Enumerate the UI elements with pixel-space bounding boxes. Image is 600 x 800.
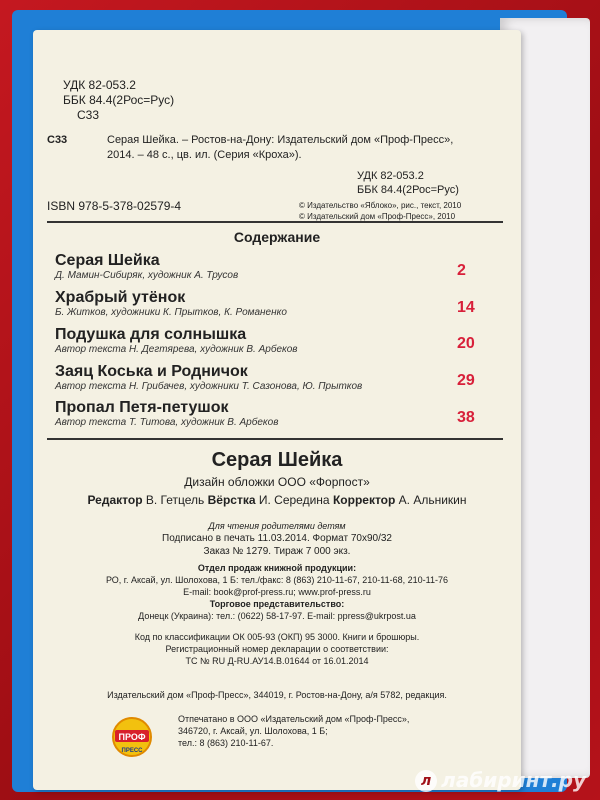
udk-right: УДК 82-053.2 [357,170,424,182]
sales-address: РО, г. Аксай, ул. Шолохова, 1 Б: тел./факс: 8 (863) 210-11-67, 210-11-68, 210-11-76 [106,575,448,585]
trade-heading: Торговое представительство: [209,599,345,609]
labirint-icon: л [415,770,437,792]
ref-code: С33 [47,134,68,146]
printed-2: 346720, г. Аксай, ул. Шолохова, 1 Б; [178,726,328,736]
publisher-address: Издательский дом «Проф-Пресс», 344019, г. Ростов-на-Дону, а/я 5782, редакция. [107,690,447,700]
toc-item-page: 20 [457,335,475,352]
layout-label: Вёрстка [207,493,256,507]
toc-item-authors: Автор текста Н. Грибачев, художники Т. Сазонова, Ю. Прытков [55,381,363,392]
toc-item-title: Пропал Петя-петушок [55,399,229,416]
toc-item-page: 2 [457,262,466,279]
toc-item-authors: Автор текста Н. Дегтярева, художник В. Арбеков [55,344,298,355]
order: Заказ № 1279. Тираж 7 000 экз. [203,546,351,557]
ref-text-2: 2014. – 48 с., цв. ил. (Серия «Кроха»). [107,149,302,161]
proof-name: А. Альникин [398,493,467,507]
toc-item-page: 38 [457,409,475,426]
book-page [33,30,521,790]
printed-1: Отпечатано в ООО «Издательский дом «Проф-Пресс», [178,714,410,724]
audience: Для чтения родителями детям [208,521,346,531]
cover-design: Дизайн обложки ООО «Форпост» [184,475,370,489]
toc-item-page: 14 [457,299,475,316]
bbk-right: ББК 84.4(2Рос=Рус) [357,184,459,196]
toc-item-title: Заяц Коська и Родничок [55,363,248,380]
sales-heading: Отдел продаж книжной продукции: [197,563,357,573]
isbn: ISBN 978-5-378-02579-4 [47,199,182,213]
layout-name: И. Середина [258,493,330,507]
prof-press-logo [111,716,153,758]
copyright-1: © Издательство «Яблоко», рис., текст, 2010 [299,201,462,210]
classification-3: ТС № RU Д-RU.АУ14.В.01644 от 16.01.2014 [185,656,369,666]
toc-item-title: Серая Шейка [55,252,160,269]
toc-item-authors: Д. Мамин-Сибиряк, художник А. Трусов [55,270,239,281]
toc-item-authors: Автор текста Т. Титова, художник В. Арбеков [55,417,279,428]
imprint-title: Серая Шейка [211,449,343,471]
editor-name: В. Гетцель [145,493,205,507]
toc-item-title: Подушка для солнышка [55,326,247,343]
credits-line [33,493,521,507]
divider-top [47,221,503,223]
toc-item-authors: Б. Житков, художники К. Прытков, К. Романенко [55,307,287,318]
logo-text-bottom: ПРЕСС [121,748,143,754]
signed: Подписано в печать 11.03.2014. Формат 70х90/32 [162,533,392,544]
proof-label: Корректор [332,493,396,507]
ref-text-1: Серая Шейка. – Ростов-на-Дону: Издательский дом «Проф-Пресс», [107,134,454,146]
author-code: С33 [77,108,100,122]
sales-email: E-mail: book@prof-press.ru; www.prof-press.ru [183,587,371,597]
bbk-code: ББК 84.4(2Рос=Рус) [63,93,175,107]
divider-bottom [47,438,503,440]
copyright-2: © Издательский дом «Проф-Пресс», 2010 [299,212,456,221]
watermark [415,768,586,793]
printed-3: тел.: 8 (863) 210-11-67. [178,738,274,748]
toc-item-title: Храбрый утёнок [55,289,186,306]
watermark-text: лабиринт.ру [441,767,586,792]
trade-address: Донецк (Украина): тел.: (0622) 58-17-97. E-mail: ppress@ukrpost.ua [138,611,416,621]
toc-title: Содержание [233,229,321,245]
toc-item-page: 29 [457,372,475,389]
classification-2: Регистрационный номер декларации о соответствии: [165,644,389,654]
logo-text-top: ПРОФ [118,732,146,742]
classification-1: Код по классификации ОК 005-93 (ОКП) 95 3000. Книги и брошюры. [134,632,420,642]
udk-code: УДК 82-053.2 [63,78,136,92]
editor-label: Редактор [87,493,143,507]
